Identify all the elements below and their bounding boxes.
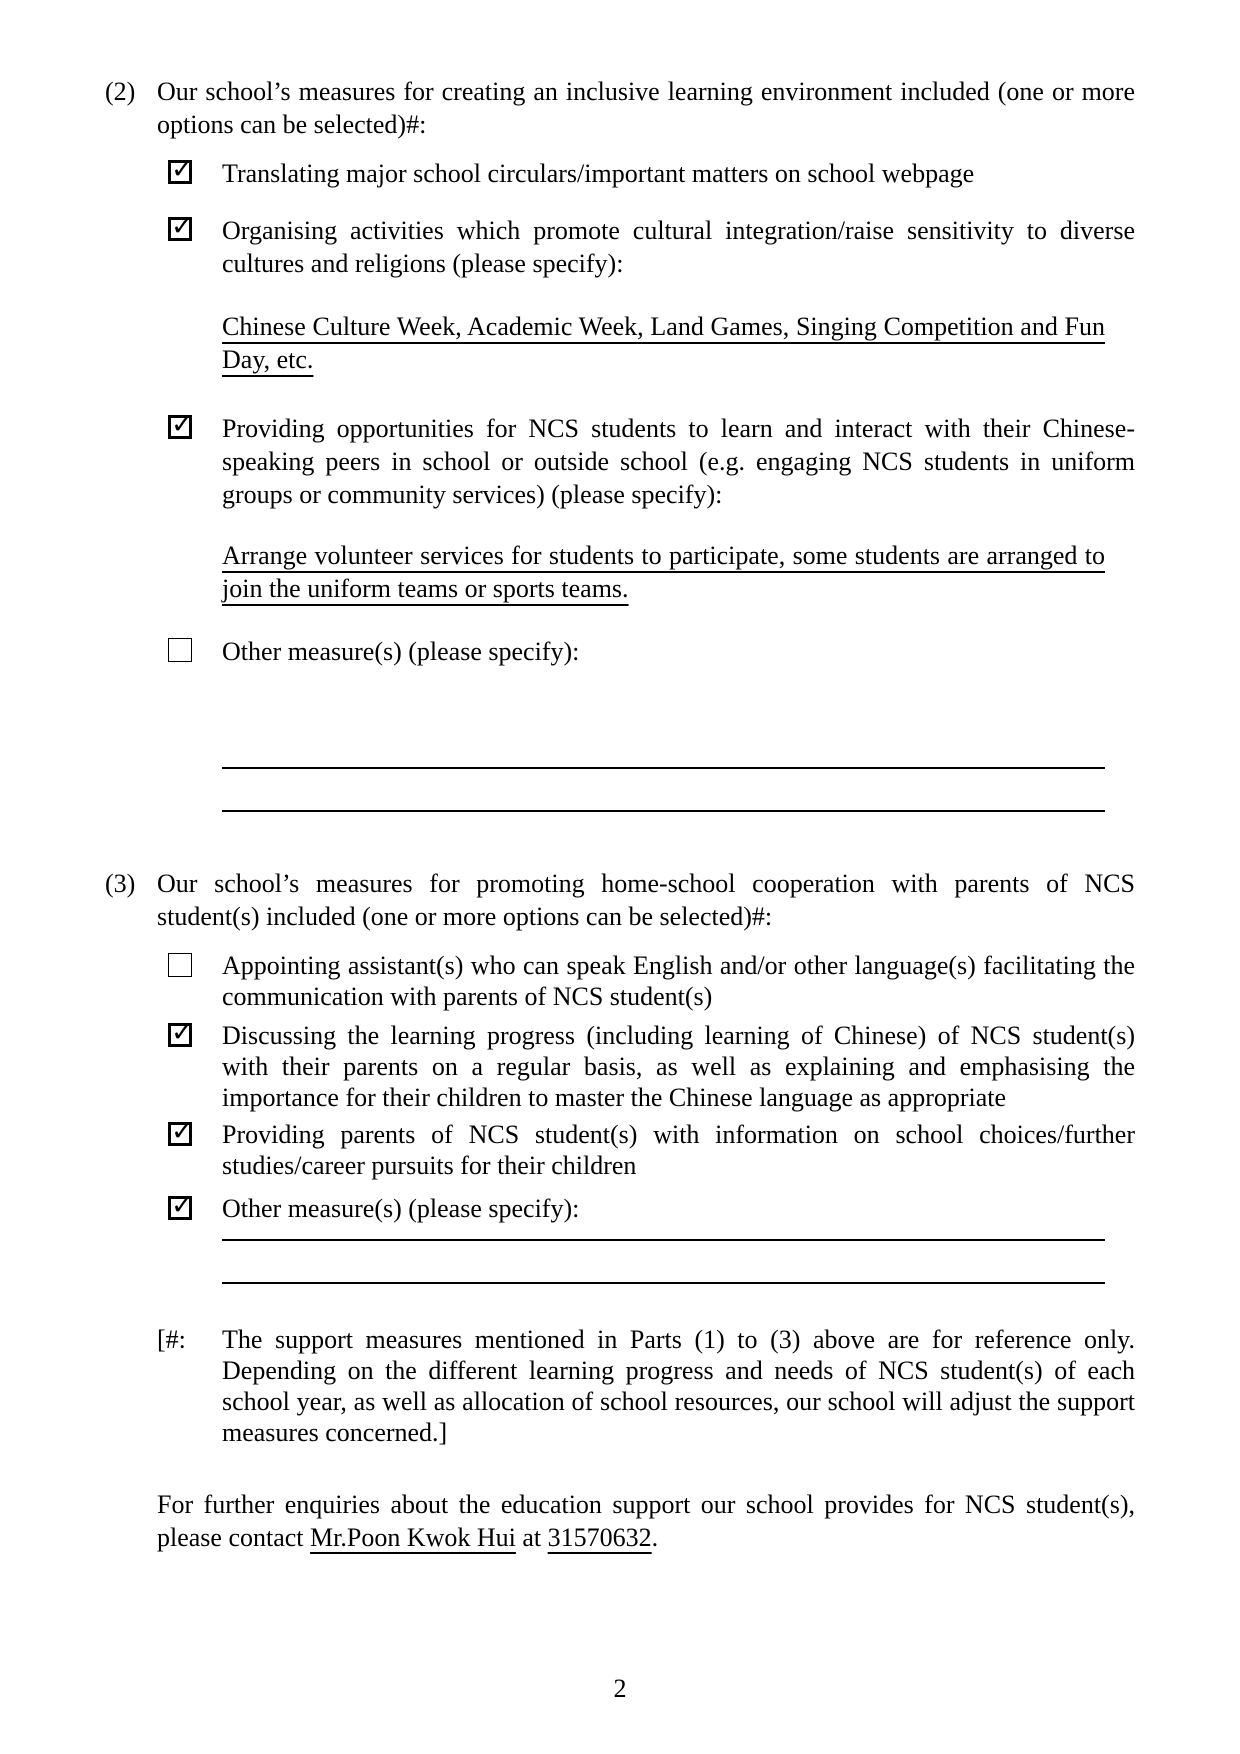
contact-phone: 31570632 (547, 1523, 652, 1552)
option-row (168, 409, 1135, 511)
option-row (168, 1190, 1135, 1224)
contact-lead-text: For further enquiries about the education support our school provides for NCS student(s), please contact (157, 1490, 1135, 1552)
option-row (168, 1116, 1135, 1181)
section-3-heading (105, 867, 1135, 933)
answer-field-volunteer-services[interactable]: Arrange volunteer services for students to participate, some students are arranged to join the uniform teams or sports teams. (222, 541, 1105, 603)
section-3-heading-text: Our school’s measures for promoting home-school cooperation with parents of NCS student(s) included (one or more options can be selected)#: (157, 869, 1135, 931)
contact-period: . (651, 1523, 659, 1552)
checkbox-providing-information[interactable]: ✓ (168, 1122, 192, 1146)
section-3-number: (3) (105, 869, 136, 898)
option-row (168, 950, 1135, 1012)
option-label: Providing parents of NCS student(s) with information on school choices/further studies/career pursuits for their children (222, 1120, 1135, 1180)
checkbox-other-measures-s3[interactable]: ✓ (168, 1196, 192, 1220)
blank-answer-line[interactable] (222, 1239, 1105, 1241)
option-row (168, 1017, 1135, 1113)
option-row (168, 635, 1135, 668)
answer-field-activities[interactable]: Chinese Culture Week, Academic Week, Land Games, Singing Competition and Fun Day, etc. (222, 312, 1105, 374)
reference-note (157, 1324, 1135, 1448)
option-label: Providing opportunities for NCS students to learn and interact with their Chinese-speaking peers in school or outside school (e.g. engaging NCS students in uniform groups or community services) (please specify): (222, 414, 1135, 509)
option-label: Other measure(s) (please specify): (222, 637, 580, 666)
section-2-heading-text: Our school’s measures for creating an inclusive learning environment included (one or more options can be selected)#: (157, 77, 1135, 139)
option-label: Discussing the learning progress (including learning of Chinese) of NCS student(s) with their parents on a regular basis, as well as explaining and emphasising the importance for their children to master the Chinese language as appropriate (222, 1021, 1135, 1112)
blank-answer-line[interactable] (222, 767, 1105, 769)
blank-answer-line[interactable] (222, 810, 1105, 812)
checkbox-organising-activities[interactable]: ✓ (168, 217, 192, 241)
page-number: 2 (613, 1674, 627, 1703)
option-label: Organising activities which promote cultural integration/raise sensitivity to diverse cultures and religions (please specify): (222, 216, 1135, 278)
option-label: Appointing assistant(s) who can speak English and/or other language(s) facilitating the communication with parents of NCS student(s) (222, 951, 1135, 1011)
section-2-number: (2) (105, 77, 136, 106)
checkbox-providing-opportunities[interactable]: ✓ (168, 415, 192, 439)
option-label: Other measure(s) (please specify): (222, 1194, 580, 1223)
checkbox-discussing-progress[interactable]: ✓ (168, 1023, 192, 1047)
section-2-heading (105, 75, 1135, 141)
note-text: The support measures mentioned in Parts (1) to (3) above are for reference only. Depending on the different learning progress and needs of NCS student(s) of each school year, as well as allocation of school resources, our school will adjust the support measures concerned.] (222, 1325, 1135, 1447)
contact-paragraph (157, 1488, 1135, 1554)
note-marker: [#: (157, 1325, 186, 1354)
option-row (168, 154, 1135, 190)
option-label: Translating major school circulars/important matters on school webpage (222, 159, 975, 188)
checkbox-translating-circulars[interactable]: ✓ (168, 160, 192, 184)
checkbox-other-measures-s2[interactable] (168, 638, 192, 662)
blank-answer-line[interactable] (222, 1282, 1105, 1284)
checkbox-appointing-assistants[interactable] (168, 953, 192, 977)
contact-name: Mr.Poon Kwok Hui (310, 1523, 516, 1552)
option-row (168, 211, 1135, 280)
contact-mid-text: at (515, 1523, 548, 1552)
